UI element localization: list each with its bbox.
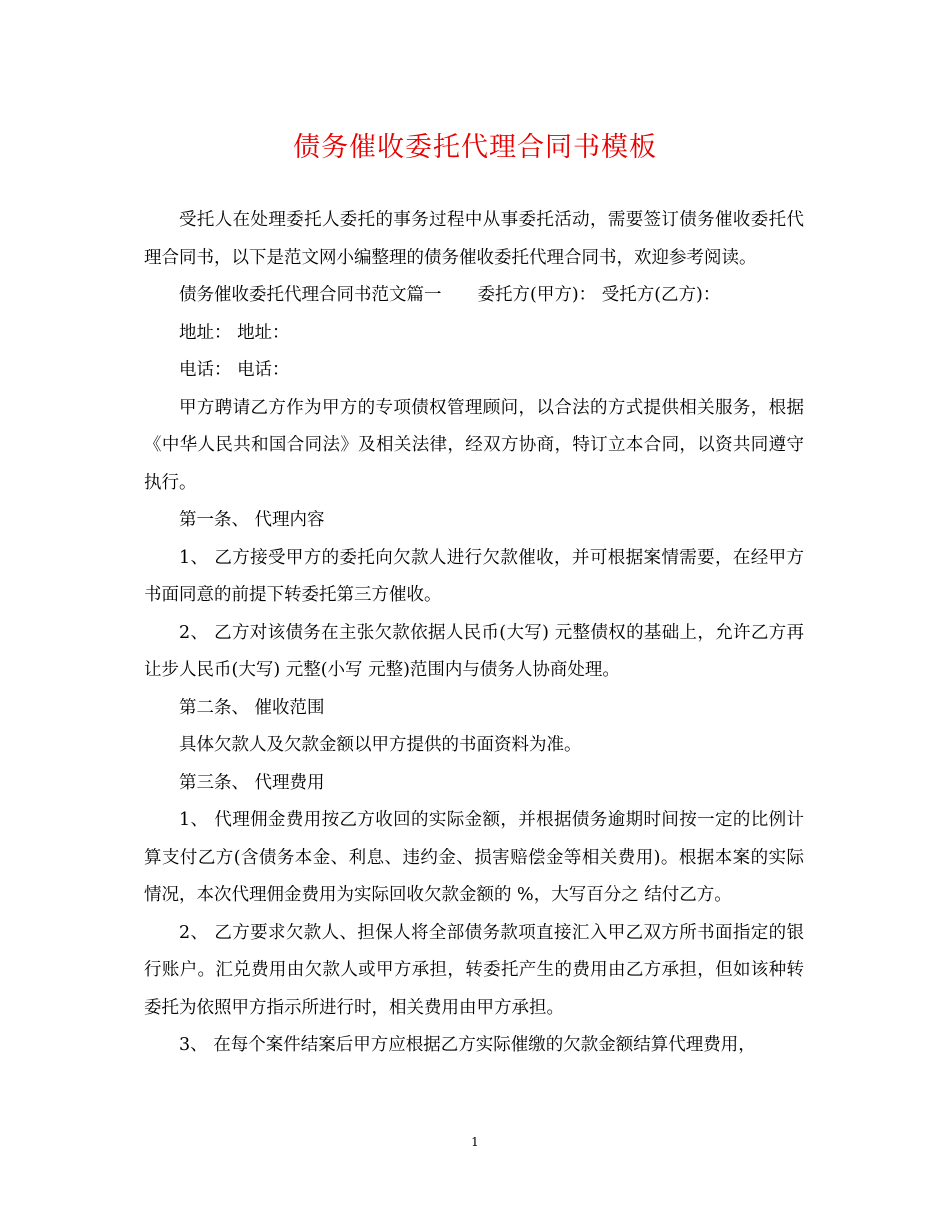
article-three-item-1: 1、 代理佣金费用按乙方收回的实际金额，并根据债务逾期时间按一定的比例计算支付乙方(含债务本金、利息、违约金、损害赔偿金等相关费用)。根据本案的实际情况，本次代理佣金费用为实际回收欠款金额的 %，大写百分之 结付乙方。 <box>144 810 804 905</box>
contract-heading-line <box>144 277 804 315</box>
article-three-item-3: 3、 在每个案件结案后甲方应根据乙方实际催缴的欠款金额结算代理费用， <box>179 1035 756 1055</box>
article-one-heading: 第一条、 代理内容 <box>179 510 325 530</box>
article-one-item-1: 1、 乙方接受甲方的委托向欠款人进行欠款催收，并可根据案情需要，在经甲方书面同意的前提下转委托第三方催收。 <box>144 547 804 605</box>
article-two-heading: 第二条、 催收范围 <box>179 697 325 718</box>
intro-paragraph: 受托人在处理委托人委托的事务过程中从事委托活动，需要签订债务催收委托代理合同书，以下是范文网小编整理的债务催收委托代理合同书，欢迎参考阅读。 <box>144 210 804 268</box>
phone-line: 电话： 电话： <box>179 360 290 380</box>
article-three-item-2: 2、 乙方要求欠款人、担保人将全部债务款项直接汇入甲乙双方所书面指定的银行账户。汇兑费用由欠款人或甲方承担，转委托产生的费用由乙方承担，但如该种转委托为依照甲方指示所进行时，相关费用由甲方承担。 <box>144 922 804 1018</box>
page-number: 1 <box>471 1135 479 1149</box>
article-two-body: 具体欠款人及欠款金额以甲方提供的书面资料为准。 <box>179 735 582 755</box>
sample-heading: 债务催收委托代理合同书范文篇一 <box>179 285 442 305</box>
document-body <box>144 202 804 1065</box>
article-three-heading: 第三条、 代理费用 <box>179 772 325 793</box>
document-title: 债务催收委托代理合同书模板 <box>293 132 657 163</box>
article-one-item-2: 2、 乙方对该债务在主张欠款依据人民币(大写) 元整债权的基础上，允许乙方再让步人民币(大写) 元整(小写 元整)范围内与债务人协商处理。 <box>144 622 804 680</box>
address-line: 地址： 地址： <box>179 322 290 343</box>
engagement-paragraph: 甲方聘请乙方作为甲方的专项债权管理顾问，以合法的方式提供相关服务，根据《中华人民共和国合同法》及相关法律，经双方协商，特订立本合同，以资共同遵守执行。 <box>144 397 804 493</box>
party-line: 委托方(甲方)： 受托方(乙方)： <box>477 285 721 305</box>
